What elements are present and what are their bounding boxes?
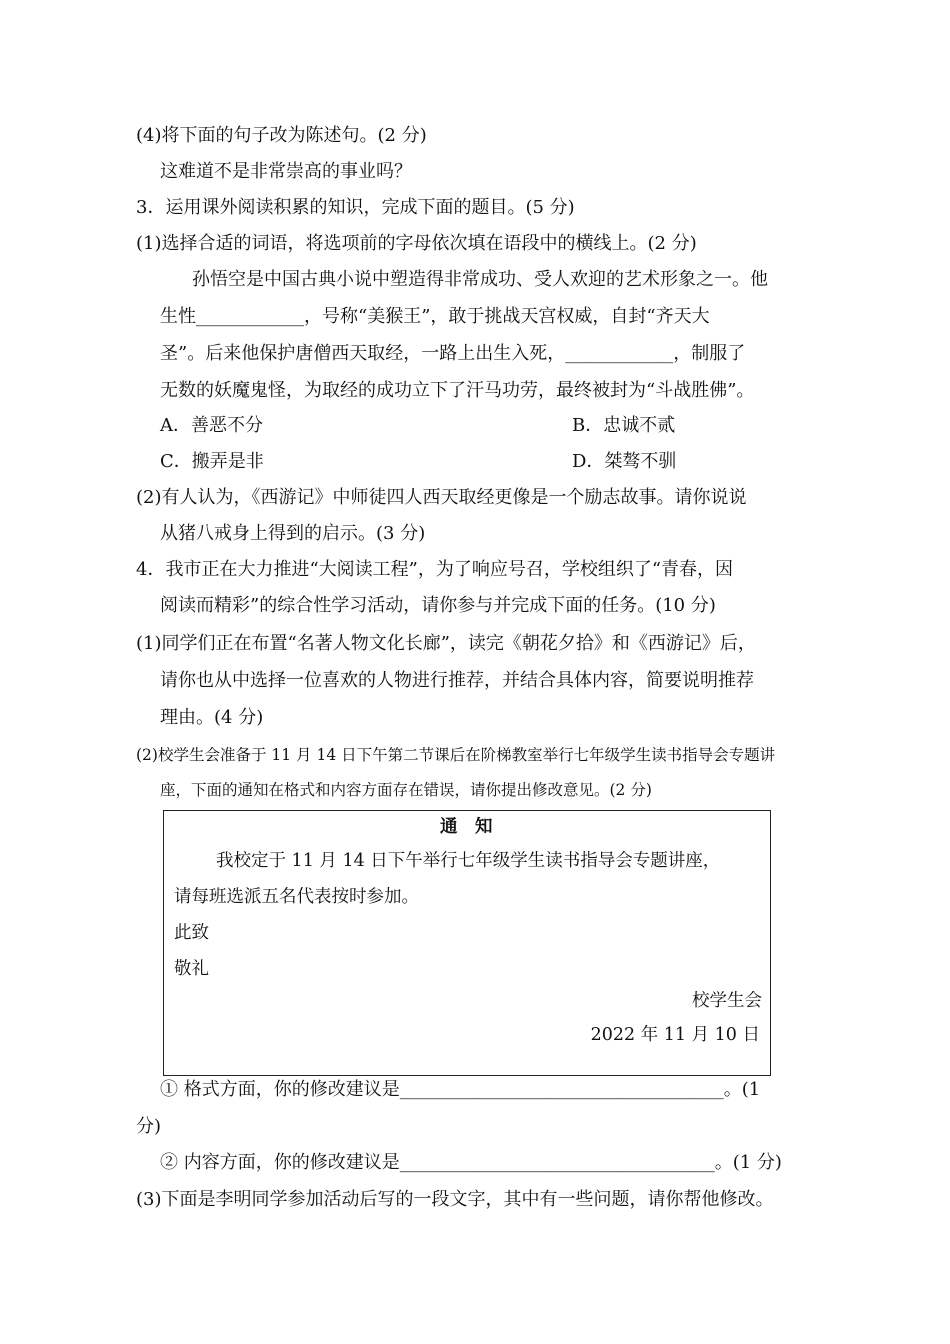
answer-content: ② 内容方面，你的修改建议是___________________________________。(1 分) — [160, 1152, 782, 1173]
notice-signature: 校学生会 — [692, 991, 762, 1011]
q4-sub3: (3)下面是李明同学参加活动后写的一段文字，其中有一些问题，请你帮他修改。 — [136, 1189, 774, 1210]
q4-sub2: 座，下面的通知在格式和内容方面存在错误，请你提出修改意见。(2 分) — [160, 781, 652, 799]
notice-body: 我校定于 11 月 14 日下午举行七年级学生读书指导会专题讲座， — [216, 851, 721, 871]
option-c: C．搬弄是非 — [160, 451, 264, 472]
notice-box — [163, 810, 771, 1076]
option-d: D．桀骜不驯 — [572, 451, 677, 472]
notice-title: 通 知 — [440, 817, 493, 837]
q3-sub2: 从猪八戒身上得到的启示。(3 分) — [160, 523, 426, 544]
notice-body: 请每班选派五名代表按时参加。 — [174, 887, 419, 907]
option-b: B．忠诚不贰 — [572, 415, 676, 436]
option-a: A．善恶不分 — [160, 415, 263, 436]
notice-date: 2022 年 11 月 10 日 — [590, 1025, 760, 1045]
q3-passage-line: 孙悟空是中国古典小说中塑造得非常成功、受人欢迎的艺术形象之一。他 — [192, 269, 768, 290]
notice-closing: 此致 — [174, 923, 209, 943]
q2-sub4: (4)将下面的句子改为陈述句。(2 分) — [136, 125, 427, 146]
q4-title: 阅读而精彩”的综合性学习活动，请你参与并完成下面的任务。(10 分) — [160, 595, 716, 616]
q3-sub1: (1)选择合适的词语，将选项前的字母依次填在语段中的横线上。(2 分) — [136, 233, 697, 254]
q3-sub2: (2)有人认为，《西游记》中师徒四人西天取经更像是一个励志故事。请你说说 — [136, 487, 747, 508]
q4-sub1: (1)同学们正在布置“名著人物文化长廊”，读完《朝花夕拾》和《西游记》后， — [136, 633, 756, 654]
q4-title: 4．我市正在大力推进“大阅读工程”，为了响应号召，学校组织了“青春，因 — [136, 559, 734, 580]
q4-sub1: 理由。(4 分) — [160, 707, 264, 728]
q2-sub4-sentence: 这难道不是非常崇高的事业吗？ — [160, 161, 412, 182]
answer-format-cont: 分) — [136, 1116, 162, 1137]
q3-passage-line: 生性____________，号称“美猴王”，敢于挑战天宫权威，自封“齐天大 — [160, 306, 710, 327]
q3-passage-line: 无数的妖魔鬼怪，为取经的成功立下了汗马功劳，最终被封为“斗战胜佛”。 — [160, 380, 755, 401]
q4-sub2: (2)校学生会准备于 11 月 14 日下午第二节课后在阶梯教室举行七年级学生读书指导会专题讲 — [136, 746, 776, 764]
notice-closing: 敬礼 — [174, 959, 209, 979]
q4-sub1: 请你也从中选择一位喜欢的人物进行推荐，并结合具体内容，简要说明推荐 — [160, 670, 754, 691]
answer-format: ① 格式方面，你的修改建议是____________________________________。(1 — [160, 1079, 761, 1100]
q3-title: 3．运用课外阅读积累的知识，完成下面的题目。(5 分) — [136, 197, 575, 218]
q3-passage-line: 圣”。后来他保护唐僧西天取经，一路上出生入死，____________，制服了 — [160, 343, 746, 364]
